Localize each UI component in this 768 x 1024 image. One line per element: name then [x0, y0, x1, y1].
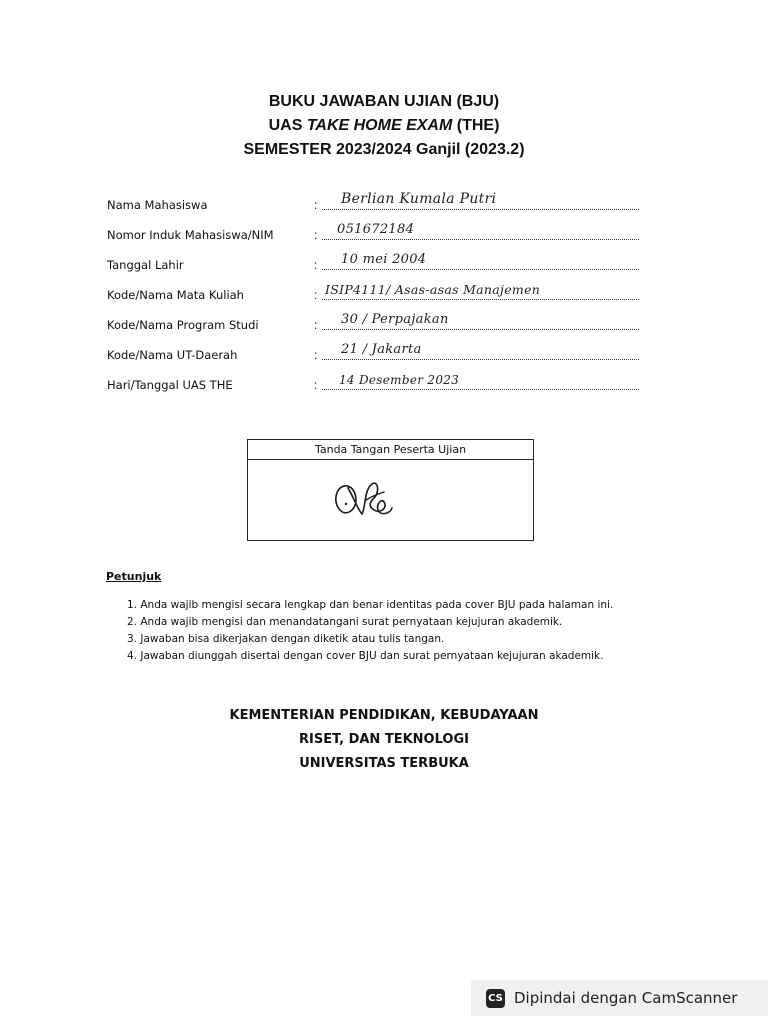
field-hari-tanggal — [107, 366, 639, 392]
signature-header: Tanda Tangan Peserta Ujian — [248, 440, 533, 460]
field-value-handwritten: ISIP4111/ Asas-asas Manajemen — [325, 282, 541, 297]
field-value-handwritten: 051672184 — [337, 222, 415, 237]
field-label: Nomor Induk Mahasiswa/NIM — [107, 228, 274, 242]
instruction-item: 1. Anda wajib mengisi secara lengkap dan benar identitas pada cover BJU pada halaman ini. — [127, 599, 614, 611]
field-value-handwritten: 21 / Jakarta — [341, 342, 422, 357]
instruction-item: 3. Jawaban bisa dikerjakan dengan diketik atau tulis tangan. — [127, 633, 445, 645]
ministry-line-3: UNIVERSITAS TERBUKA — [299, 756, 469, 771]
instruction-item: 2. Anda wajib mengisi dan menandatangani surat pernyataan kejujuran akademik. — [127, 616, 563, 628]
title-line-1: BUKU JAWABAN UJIAN (BJU) — [268, 93, 500, 110]
camscanner-icon: CS — [486, 989, 505, 1008]
field-label: Kode/Nama UT-Daerah — [107, 348, 238, 362]
field-tanggal-lahir — [107, 246, 639, 272]
field-label: Kode/Nama Program Studi — [107, 318, 259, 332]
field-value-handwritten: 10 mei 2004 — [341, 252, 427, 267]
dotted-line — [322, 208, 639, 210]
ministry-line-1: KEMENTERIAN PENDIDIKAN, KEBUDAYAAN — [229, 708, 539, 723]
field-colon: : — [314, 288, 318, 302]
field-value-handwritten: Berlian Kumala Putri — [341, 191, 497, 207]
dotted-line — [322, 328, 639, 330]
dotted-line — [322, 388, 639, 390]
field-ut-daerah — [107, 336, 639, 362]
dotted-line — [322, 268, 639, 270]
field-colon: : — [314, 378, 318, 392]
title-line-2 — [0, 114, 768, 138]
signature-box — [247, 439, 534, 541]
dotted-line — [322, 298, 639, 300]
field-colon: : — [314, 318, 318, 332]
instruction-item: 4. Jawaban diunggah disertai dengan cover BJU dan surat pernyataan kejujuran akademik. — [127, 650, 604, 662]
field-colon: : — [314, 228, 318, 242]
field-label: Hari/Tanggal UAS THE — [107, 378, 233, 392]
ministry-line-2: RISET, DAN TEKNOLOGI — [299, 732, 469, 747]
camscanner-watermark — [471, 980, 768, 1016]
field-label: Nama Mahasiswa — [107, 198, 208, 212]
title-line-2-suffix: (THE) — [452, 117, 500, 134]
title-line-3: SEMESTER 2023/2024 Ganjil (2023.2) — [243, 141, 525, 158]
field-mata-kuliah — [107, 276, 639, 302]
field-value-handwritten: 14 Desember 2023 — [339, 373, 460, 387]
field-colon: : — [314, 258, 318, 272]
dotted-line — [322, 238, 639, 240]
field-nama — [107, 186, 639, 212]
field-value-handwritten: 30 / Perpajakan — [341, 312, 449, 327]
title-line-2-prefix: UAS — [268, 117, 307, 134]
field-nim — [107, 216, 639, 242]
ministry-block — [0, 704, 768, 776]
field-program-studi — [107, 306, 639, 332]
document-title — [0, 90, 768, 162]
instruction-list — [127, 597, 687, 665]
field-label: Kode/Nama Mata Kuliah — [107, 288, 244, 302]
field-colon: : — [314, 348, 318, 362]
petunjuk-heading: Petunjuk — [106, 570, 162, 583]
field-label: Tanggal Lahir — [107, 258, 184, 272]
title-line-2-italic: TAKE HOME EXAM — [306, 117, 453, 134]
camscanner-text: Dipindai dengan CamScanner — [514, 989, 738, 1007]
dotted-line — [322, 358, 639, 360]
signature-mark — [326, 470, 406, 528]
field-colon: : — [314, 198, 318, 212]
